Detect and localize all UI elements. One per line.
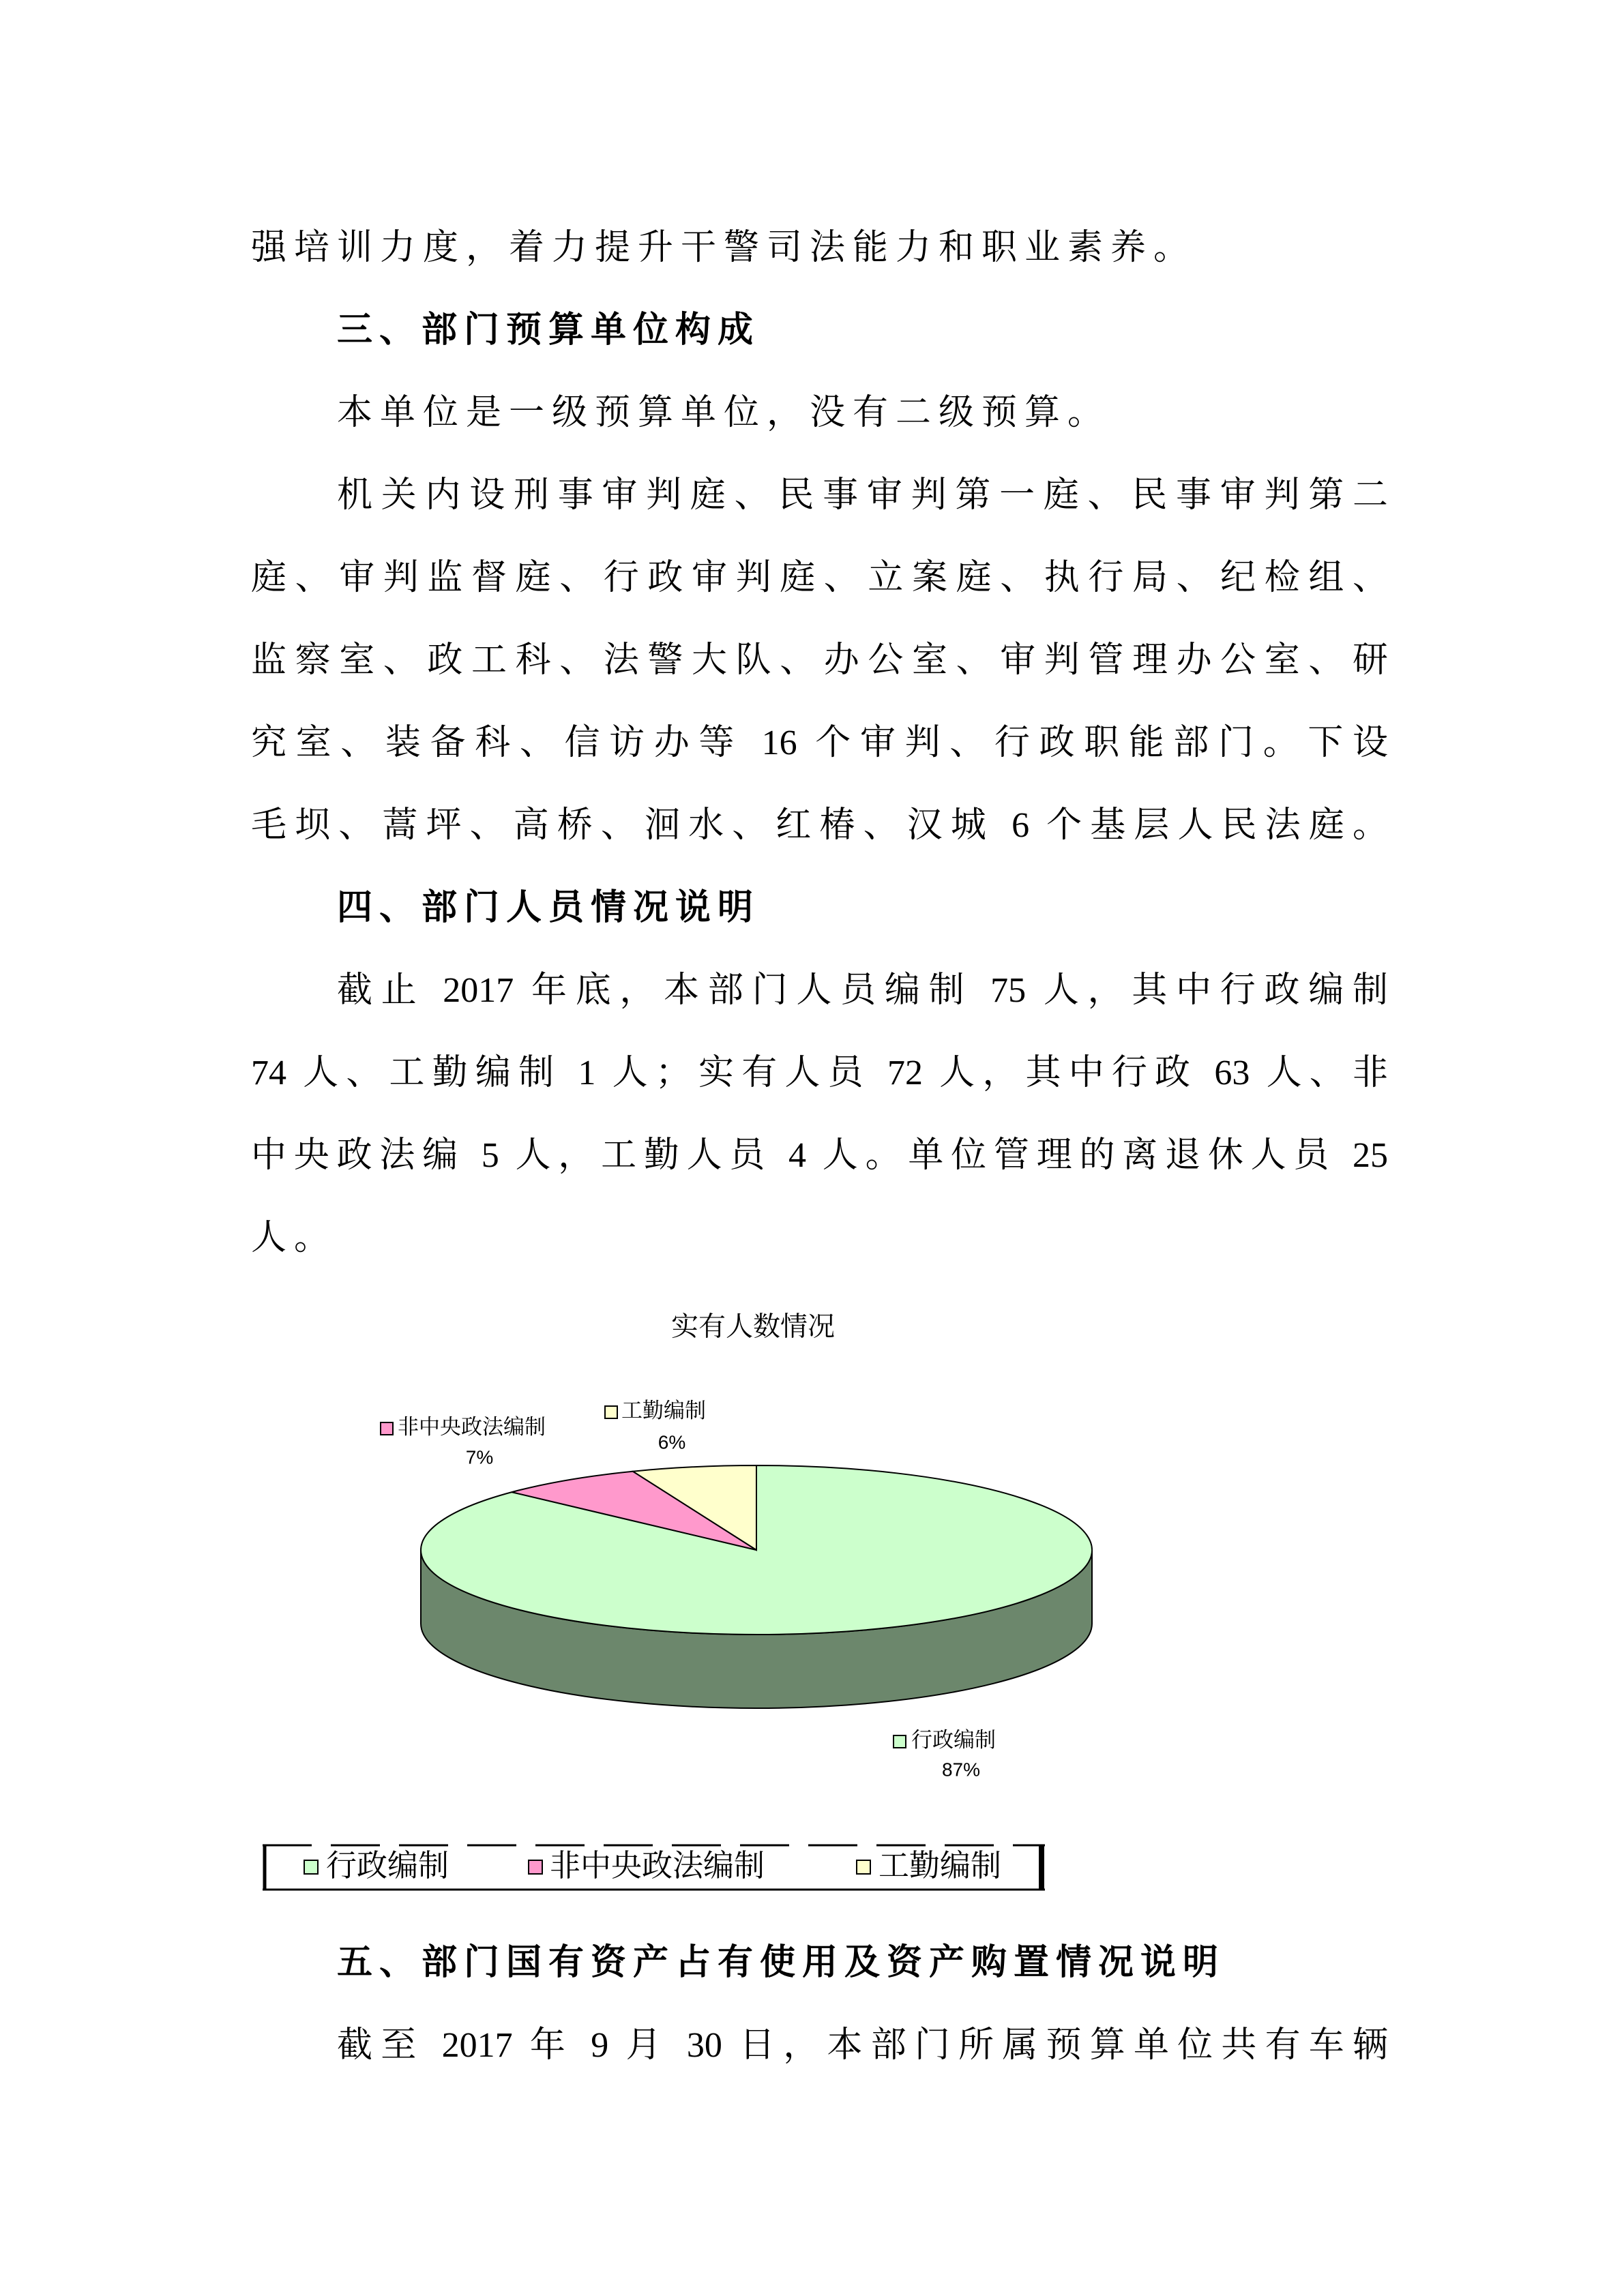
body-line: 中央政法编 5 人，工勤人员 4 人。单位管理的离退休人员 25 [251, 1136, 1388, 1175]
data-label-administrative-name: 行政编制 [911, 1728, 996, 1753]
body-line: 截至 2017 年 9 月 30 日，本部门所属预算单位共有车辆 [337, 2026, 1388, 2065]
data-label-non-central [381, 1415, 546, 1467]
body-line: 截止 2017 年底，本部门人员编制 75 人，其中行政编制 [337, 971, 1388, 1010]
body-line: 机关内设刑事审判庭、民事审判第一庭、民事审判第二 [337, 476, 1388, 515]
section-heading: 三、部门预算单位构成 [337, 310, 761, 350]
section-heading: 四、部门人员情况说明 [337, 888, 761, 927]
legend-key-non-central [529, 1860, 542, 1874]
legend-key-logistics [857, 1860, 870, 1874]
pie-chart [0, 1282, 1624, 1923]
body-line: 监察室、政工科、法警大队、办公室、审判管理办公室、研 [251, 641, 1388, 680]
body-line: 强培训力度，着力提升干警司法能力和职业素养。 [251, 228, 1197, 267]
body-line: 究室、装备科、信访办等 16 个审判、行政职能部门。下设 [251, 724, 1388, 762]
body-line: 毛坝、蒿坪、高桥、洄水、红椿、汉城 6 个基层人民法庭。 [251, 806, 1388, 845]
body-text-block [251, 1922, 1388, 2087]
data-label-logistics-name: 工勤编制 [621, 1399, 706, 1423]
body-line: 人。 [251, 1219, 338, 1257]
body-line: 庭、审判监督庭、行政审判庭、立案庭、执行局、纪检组、 [251, 558, 1388, 597]
legend-label-logistics: 工勤编制 [879, 1847, 1002, 1883]
body-line: 本单位是一级预算单位，没有二级预算。 [337, 393, 1111, 432]
body-line: 74 人、工勤编制 1 人；实有人员 72 人，其中行政 63 人、非 [251, 1054, 1388, 1092]
data-label-logistics [605, 1399, 706, 1452]
data-label-administrative [894, 1728, 996, 1780]
data-label-non-central-percent: 7% [465, 1446, 494, 1468]
section-heading: 五、部门国有资产占有使用及资产购置情况说明 [337, 1943, 1226, 1982]
chart-legend [263, 1845, 1045, 1890]
legend-label-non-central: 非中央政法编制 [550, 1847, 765, 1883]
data-label-administrative-percent: 87% [941, 1759, 981, 1780]
legend-label-administrative: 行政编制 [326, 1847, 449, 1883]
legend-key-administrative [304, 1860, 318, 1874]
data-label-non-central-key [381, 1422, 393, 1435]
data-label-non-central-name: 非中央政法编制 [398, 1415, 546, 1440]
data-label-administrative-key [894, 1735, 906, 1748]
data-label-logistics-key [605, 1406, 617, 1418]
chart-title: 实有人数情况 [671, 1311, 835, 1342]
data-label-logistics-percent: 6% [658, 1431, 686, 1453]
body-text-block [251, 207, 1388, 1279]
